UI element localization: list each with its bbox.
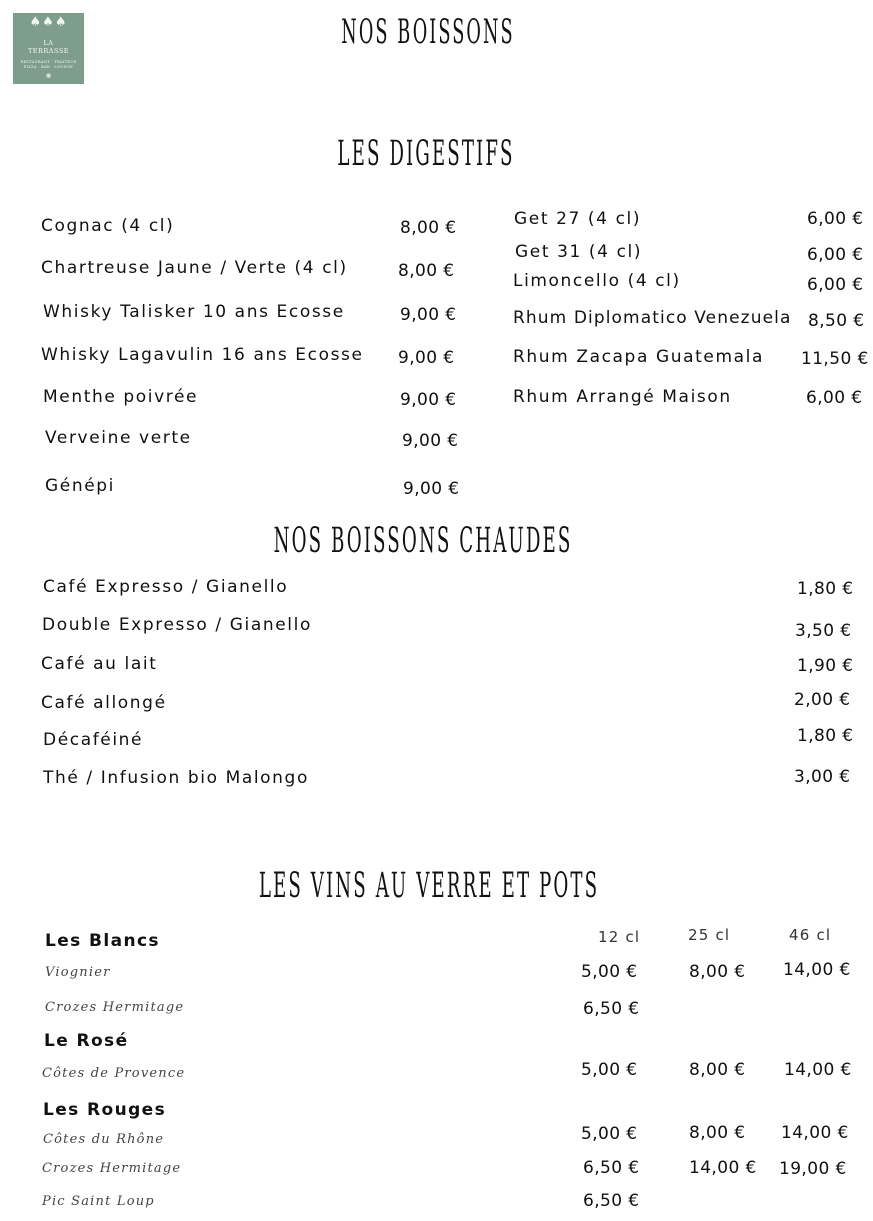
hot-drinks-heading: NOS BOISSONS CHAUDES [273, 521, 573, 561]
digestif-price: 9,00 € [402, 431, 459, 451]
wine-price-12cl: 6,50 € [583, 1158, 640, 1178]
wine-name: Côtes de Provence [42, 1066, 186, 1081]
digestif-name: Rhum Diplomatico Venezuela [513, 308, 792, 328]
wine-column-header: 25 cl [688, 926, 731, 944]
wine-price-12cl: 6,50 € [583, 1191, 640, 1211]
page-title: NOS BOISSONS [341, 12, 515, 52]
hot-drink-price: 1,90 € [797, 656, 854, 676]
digestif-price: 9,00 € [400, 305, 457, 325]
digestif-name: Get 31 (4 cl) [515, 242, 643, 262]
digestif-name: Limoncello (4 cl) [513, 271, 681, 291]
digestif-name: Rhum Zacapa Guatemala [513, 347, 764, 367]
wine-name: Viognier [45, 965, 111, 980]
wine-column-header: 46 cl [789, 926, 832, 944]
digestif-name: Verveine verte [45, 428, 192, 448]
hot-drink-name: Décaféiné [43, 730, 144, 750]
hot-drink-name: Thé / Infusion bio Malongo [43, 768, 309, 788]
hot-drink-price: 3,50 € [795, 621, 852, 641]
wine-price-25cl: 8,00 € [689, 1123, 746, 1143]
logo-tagline: RESTAURANT · TRAITEUR PIZZA · BAR · LOUNGE [20, 60, 77, 69]
wine-name: Côtes du Rhône [43, 1132, 165, 1147]
digestif-price: 6,00 € [807, 275, 864, 295]
wine-price-46cl: 19,00 € [779, 1159, 847, 1179]
restaurant-logo [13, 13, 84, 84]
digestif-price: 8,00 € [398, 261, 455, 281]
digestif-price: 9,00 € [403, 479, 460, 499]
digestif-price: 6,00 € [807, 245, 864, 265]
wine-name: Crozes Hermitage [42, 1161, 182, 1176]
digestif-name: Chartreuse Jaune / Verte (4 cl) [41, 258, 348, 278]
hot-drink-price: 2,00 € [794, 690, 851, 710]
digestif-name: Whisky Talisker 10 ans Ecosse [43, 302, 345, 322]
wine-price-46cl: 14,00 € [784, 1060, 852, 1080]
logo-name: LA TERRASSE [27, 39, 70, 55]
digestif-name: Whisky Lagavulin 16 ans Ecosse [41, 345, 364, 365]
digestif-price: 6,00 € [806, 388, 863, 408]
wine-price-25cl: 8,00 € [689, 1060, 746, 1080]
digestif-price: 11,50 € [801, 349, 869, 369]
wine-column-header: 12 cl [598, 928, 641, 946]
wine-price-25cl: 14,00 € [689, 1158, 757, 1178]
wine-price-25cl: 8,00 € [689, 962, 746, 982]
hot-drink-price: 3,00 € [794, 767, 851, 787]
digestif-price: 6,00 € [807, 209, 864, 229]
digestif-name: Génépi [45, 476, 115, 496]
cypress-trees-icon: ♠♠♠ [29, 15, 68, 30]
wine-price-12cl: 5,00 € [581, 962, 638, 982]
hot-drink-price: 1,80 € [797, 579, 854, 599]
wine-category-label: Les Blancs [45, 931, 160, 951]
digestif-name: Rhum Arrangé Maison [513, 387, 732, 407]
digestifs-heading: LES DIGESTIFS [337, 134, 515, 174]
hot-drink-name: Café au lait [41, 654, 158, 674]
flower-mark-icon: ❀ [45, 72, 52, 80]
wine-price-46cl: 14,00 € [781, 1123, 849, 1143]
hot-drink-name: Café allongé [41, 693, 167, 713]
wines-heading: LES VINS AU VERRE ET POTS [258, 866, 600, 906]
wine-name: Crozes Hermitage [45, 1000, 185, 1015]
wine-category-label: Le Rosé [44, 1031, 129, 1051]
hot-drink-name: Café Expresso / Gianello [43, 577, 289, 597]
hot-drink-price: 1,80 € [797, 726, 854, 746]
wine-price-12cl: 5,00 € [581, 1060, 638, 1080]
wine-price-46cl: 14,00 € [783, 960, 851, 980]
digestif-price: 9,00 € [398, 348, 455, 368]
wine-price-12cl: 5,00 € [581, 1124, 638, 1144]
digestif-name: Get 27 (4 cl) [514, 209, 642, 229]
digestif-price: 8,00 € [400, 218, 457, 238]
wine-name: Pic Saint Loup [42, 1194, 155, 1209]
digestif-name: Cognac (4 cl) [41, 216, 175, 236]
wine-category-label: Les Rouges [43, 1100, 167, 1120]
digestif-price: 9,00 € [400, 390, 457, 410]
digestif-price: 8,50 € [808, 311, 865, 331]
hot-drink-name: Double Expresso / Gianello [42, 615, 312, 635]
digestif-name: Menthe poivrée [43, 387, 199, 407]
wine-price-12cl: 6,50 € [583, 999, 640, 1019]
